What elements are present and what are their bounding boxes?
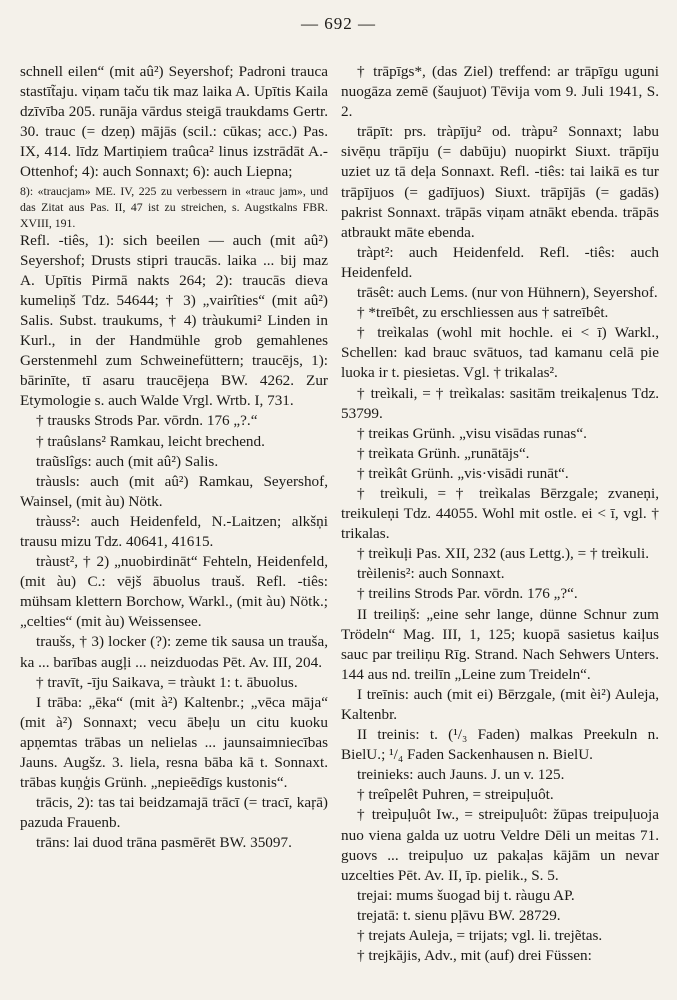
entry-treikuli-pas: † treìkuļi Pas. XII, 232 (aus Lettg.), = † treìkuli. <box>357 545 650 563</box>
entry-treipuluot: † treìpuļuôt Iw., = streipuļuôt: žūpas treipuļuoja nuo viena galda uz uotru Veldre Dēli un meitas 71. guovs ... treipuļuo uz pakaļas kājām un nevar uzcelties Pēt. Av. II, īp. pielik., S. 5. <box>341 806 659 884</box>
entry-treikas: † treikas Grünh. „visu visādas runas“. <box>357 424 587 442</box>
entry-traset: trāsêt: auch Lems. (nur von Hühnern), Seyershof. <box>357 284 658 302</box>
left-column <box>20 62 328 853</box>
entry-trapigs: † trāpīgs*, (das Ziel) treffend: ar trāpīgu uguni nuogāza zemē (šaujuot) Tēvija vom 9. Juli 1941, S. 2. <box>341 63 659 121</box>
entry-trausls: tràusls: auch (mit aû²) Ramkau, Seyershof, Wainsel, (mit àu) Nötk. <box>20 472 328 510</box>
entry-traust: tràust², † 2) „nuobirdināt“ Fehteln, Heidenfeld, (mit àu) C.: vējš ābuolus trauš. Refl. -tiês: mühsam klettern Borchow, Warkl., (mit àu) Nötk.; „celties“ (mit àu) Weissensee. <box>20 553 328 631</box>
entry-trapit: trāpīt: prs. tràpīju² od. tràpu² Sonnaxt; labu sivēņu trāpīju (= dabūju) nuopirkt Siuxt. trāpīju uziet uz tā deļa Sonnaxt. Refl. -tiês: tai laikā es tur trāpījuos (= gadījuos) Siuxt. trāpījās (= gadās) pakrist Sonnaxt. trāpās viņam atnākt ebenda. trāpās atbraukt māte ebenda. <box>341 123 659 241</box>
entry-trejats: † trejats Auleja, = trijats; vgl. li. trejẽtas. <box>357 927 603 945</box>
entry-traba: I trāba: „ēka“ (mit à²) Kaltenbr.; „vēca māja“ (mit à²) Sonnaxt; vecu ābeļu un citu kuoku apņemtas trābas un nelielas ... jaunsaimniecības Jauns. Augšz. 3. liela, resna bāba kā t. Sonnaxt. trābas kuņģis Grünh. „nepieēdīgs kustonis“. <box>20 693 328 792</box>
entry-treibet: † *treībêt, zu erschliessen aus † satreībêt. <box>357 304 609 322</box>
entry-treinis-ii: II treinis: t. (¹/₃ Faden) malkas Preekuln n. BielU.; ¹/₄ Faden Sackenhausen n. BielU. <box>341 726 659 764</box>
entry-treilins-ii: II treiliņš: „eine sehr lange, dünne Schnur zum Trödeln“ Mag. III, 1, 125; kuopā sasietus kaiļus sauc par treiliņu Rīg. Strand. Nach Sehwers Unters. 144 aus nd. treilīn „Leine zum Treideln“. <box>341 605 659 683</box>
entry-treikata: † treìkata Grünh. „runātājs“. <box>357 444 530 462</box>
entry-trausks: † trausks Strods Par. vōrdn. 176 „?.“ <box>36 412 258 430</box>
entry-treilins: † treilins Strods Par. vōrdn. 176 „?“. <box>357 585 578 603</box>
page-number: — 692 — <box>301 14 376 33</box>
entry-trauc-note: 8): «traucjam» ME. IV, 225 zu verbessern in «trauc jam», und das Zitat aus Pas. II, 47 ist zu streichen, s. Augstkalns FBR. XVIII, 191. <box>20 183 328 230</box>
entry-trauc-refl: Refl. -tiês, 1): sich beeilen — auch (mit aû²) Seyershof; Drusts stipri traucās. laika ... bij maz A. Upītis Pirmā nakts 264; 2): traucās dieva kumeliņš Tdz. 54644; † 3) „vairîties“ (mit aû²) Salis. Subst. traukums, † 4) tràukumi² Linden in Kurl., in der Handmühle grob gemahlenes Gerstenmehl zum Schweinefüttern; traucējs, 1): bārinīte, tī asaru traucējeņa BW. 4262. Zur Etymologie s. auch Walde Vrgl. Wrtb. I, 731. <box>20 231 328 410</box>
entry-tracis: trācis, 2): tas tai beidzamajā trācī (= tracī, kaŗā) pazuda Frauenb. <box>20 794 328 832</box>
entry-treinieks: treinieks: auch Jauns. J. un v. 125. <box>357 766 565 784</box>
entry-trauc-cont: schnell eilen“ (mit aû²) Seyershof; Padroni trauca stastīt̃aju. viņam taču tik maz laika A. Upītis Kaila dzīvība 205. runāja vārdus steigā traukdams Gertr. 30. trauc (= dzeņ) mājās (scil.: cūkas; acc.) Pas. IX, 414. līdz Martiņiem traûca² linus izstrādāt A.-Ottenhof; 4): auch Sonnaxt; 6): auch Liepna; <box>20 63 328 181</box>
entry-trejai: trejai: mums šuogad bij t. ràugu AP. <box>357 886 575 904</box>
entry-travit: † travīt, -īju Saikava, = tràukt 1: t. ābuolus. <box>36 673 298 691</box>
entry-trauss-locker: traušs, † 3) locker (?): zeme tik sausa un trauša, ka ... barības augļi ... neizduodas Pēt. Av. III, 204. <box>20 633 328 671</box>
entry-trauss: tràuss²: auch Heidenfeld, N.-Laitzen; alkšņi trausu mizu Tdz. 40641, 41615. <box>20 512 328 550</box>
entry-treikalas: † treìkalas (wohl mit hochle. ei < ī) Warkl., Schellen: kad brauc svātuos, tad kamanu celā pie luoka ir t. piesietas. Vgl. † trikalas². <box>341 324 659 382</box>
right-column <box>341 62 659 966</box>
entry-trausligs: traũslîgs: auch (mit aû²) Salis. <box>36 452 219 470</box>
entry-treikuli: † treìkuli, = † treìkalas Bērzgale; zvaneņi, treikuleņi Tdz. 44055. Wohl mit ostle. ei < ī, vgl. † trikalas. <box>341 484 659 543</box>
entry-trejata: trejatā: t. sienu pļāvu BW. 28729. <box>357 906 561 924</box>
entry-treikali: † treìkali, = † treìkalas: sasitām treikaļenus Tdz. 53799. <box>341 384 659 422</box>
entry-treilenis: trèilenis²: auch Sonnaxt. <box>357 565 505 583</box>
entry-trauslans: † traûslans² Ramkau, leicht brechend. <box>36 432 265 450</box>
entry-trans: trāns: lai duod trāna pasmērēt BW. 35097. <box>36 834 292 852</box>
entry-treikat: † treìkât Grünh. „vis·visādi runāt“. <box>357 464 569 482</box>
entry-treinis-i: I treīnis: auch (mit ei) Bērzgale, (mit èi²) Auleja, Kaltenbr. <box>341 685 659 723</box>
entry-trapt: tràpt²: auch Heidenfeld. Refl. -tiês: auch Heidenfeld. <box>341 243 659 281</box>
entry-treipelet: † treîpelêt Puhren, = streipuļuôt. <box>357 786 554 804</box>
entry-trejkajis: † trejkājis, Adv., mit (auf) drei Füssen: <box>357 947 592 965</box>
